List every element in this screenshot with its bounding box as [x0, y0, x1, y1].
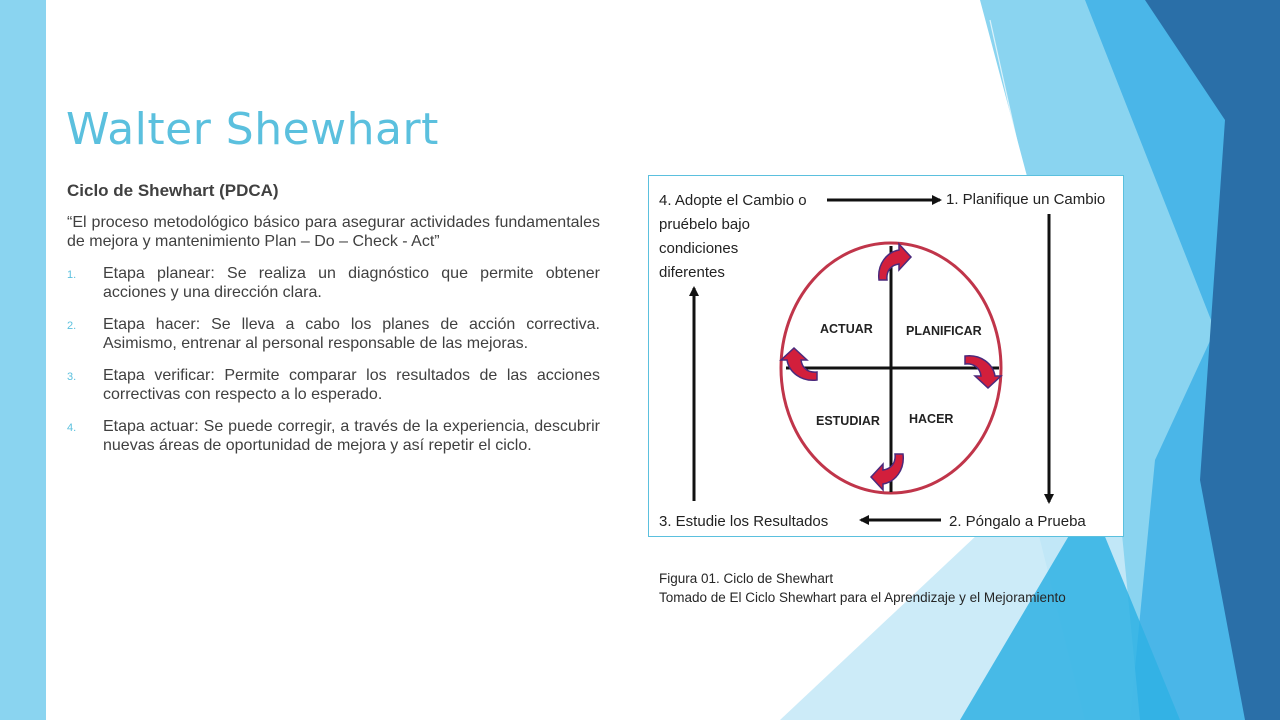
slide-content: [67, 181, 600, 468]
list-number: 1.: [67, 268, 77, 281]
list-item-text: Etapa planear: Se realiza un diagnóstico que permite obtener acciones y una dirección clara.: [103, 264, 600, 301]
list-item-text: Etapa verificar: Permite comparar los resultados de las acciones correctivas con respecto a lo esperado.: [103, 366, 600, 403]
list-number: 4.: [67, 421, 77, 434]
steps-list: [67, 264, 600, 456]
pdca-diagram: [649, 176, 1123, 536]
list-item: [67, 315, 600, 354]
corner-label-adopt: 4. Adopte el Cambio o pruébelo bajo condiciones diferentes: [659, 192, 807, 281]
curl-arrow-left-icon: [781, 348, 817, 380]
slide-title: Walter Shewhart: [66, 104, 439, 155]
list-item: [67, 264, 600, 303]
caption-line-2: Tomado de El Ciclo Shewhart para el Aprendizaje y el Mejoramiento: [659, 590, 1066, 605]
list-item-text: Etapa actuar: Se puede corregir, a través de la experiencia, descubrir nuevas áreas de oportunidad de mejora y así repetir el ciclo.: [103, 417, 600, 454]
figure-caption: [659, 569, 1066, 607]
definition-quote: “El proceso metodológico básico para asegurar actividades fundamentales de mejora y mantenimiento Plan – Do – Check - Act”: [67, 213, 600, 250]
list-item: [67, 366, 600, 405]
corner-label-study: 3. Estudie los Resultados: [659, 513, 829, 530]
corner-label-plan: 1. Planifique un Cambio: [946, 191, 1106, 208]
curl-arrow-top-icon: [879, 244, 911, 280]
left-stripe-shape: [0, 0, 46, 720]
list-number: 3.: [67, 370, 77, 383]
curl-arrow-right-icon: [965, 356, 1001, 388]
corner-label-test: 2. Póngalo a Prueba: [949, 513, 1086, 530]
quadrant-label-actuar: ACTUAR: [820, 322, 873, 336]
list-item-text: Etapa hacer: Se lleva a cabo los planes de acción correctiva. Asimismo, entrenar al personal responsable de las mejoras.: [103, 315, 600, 352]
curl-arrow-bottom-icon: [871, 454, 903, 490]
list-item: [67, 417, 600, 456]
caption-line-1: Figura 01. Ciclo de Shewhart: [659, 571, 834, 586]
quadrant-label-planificar: PLANIFICAR: [906, 324, 982, 338]
quadrant-label-hacer: HACER: [909, 412, 954, 426]
pdca-figure: [648, 175, 1124, 537]
section-subtitle: Ciclo de Shewhart (PDCA): [67, 181, 279, 200]
quadrant-label-estudiar: ESTUDIAR: [816, 414, 880, 428]
list-number: 2.: [67, 319, 77, 332]
